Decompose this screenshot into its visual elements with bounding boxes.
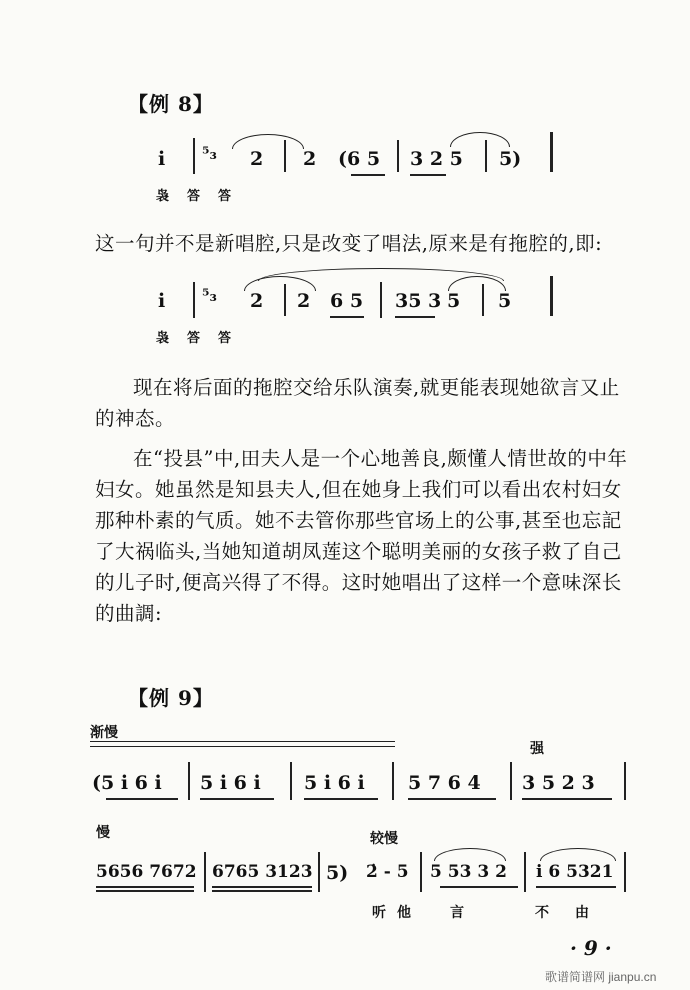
underline (395, 316, 435, 318)
lyric: 由 (575, 905, 589, 921)
note: 5) (499, 148, 522, 170)
paragraph: 现在将后面的拖腔交给乐队演奏,就更能表现她欲言又止的神态。 (95, 376, 620, 430)
barline (392, 762, 394, 800)
example-8-label: 【例 8】 (128, 92, 214, 116)
final-barline (550, 276, 553, 316)
note: 3 2 5 (410, 148, 463, 170)
barline (318, 852, 320, 892)
barline (482, 284, 484, 316)
diminuendo-line (90, 741, 395, 742)
slur (434, 848, 506, 861)
lyrics: 袅答答 (156, 331, 250, 346)
barline (193, 138, 195, 174)
barline (188, 762, 190, 800)
tempo-marking: 较慢 (370, 831, 398, 847)
barline (510, 762, 512, 800)
slur (450, 132, 510, 147)
barline (485, 140, 487, 172)
tempo-marking: 渐慢 (90, 725, 118, 741)
underline (96, 886, 194, 888)
page-number: · 9 · (570, 936, 612, 960)
note-group: i 6 5321 (536, 862, 614, 882)
watermark: 歌谱简谱网 jianpu.cn (545, 970, 657, 984)
barline (284, 284, 286, 316)
note: 2 (250, 148, 264, 170)
note-group: 3 5 2 3 (522, 772, 595, 794)
example-9-label: 【例 9】 (128, 686, 214, 710)
barline (290, 762, 292, 800)
barline (397, 140, 399, 172)
note: 35 3 (395, 290, 442, 312)
note-group: 2̇ - 5 (366, 862, 409, 882)
underline (200, 798, 274, 800)
diminuendo-line (90, 746, 395, 747)
note: 2 (303, 148, 317, 170)
underline (212, 886, 312, 888)
lyric: 听 (372, 905, 386, 921)
note: 2 (250, 290, 264, 312)
note-group: (5 i 6 i (92, 772, 162, 794)
barline (284, 140, 286, 172)
barline (624, 762, 626, 800)
note-group: 5656 7672 (96, 862, 197, 882)
note-group: 6765 3123 (212, 862, 313, 882)
note: i (158, 148, 166, 170)
note-group: 5) (326, 862, 349, 884)
note: ⁵₃ (202, 286, 217, 306)
note: 5 (447, 290, 461, 312)
underline (96, 890, 194, 892)
barline (380, 282, 382, 318)
note: (6 5 (338, 148, 381, 170)
underline (212, 890, 312, 892)
underline (351, 174, 385, 176)
barline (204, 852, 206, 892)
barline (193, 282, 195, 318)
note: 2 (297, 290, 311, 312)
lyric: 不 (535, 905, 549, 921)
note-group: 5 i 6 i (304, 772, 365, 794)
paragraph: 在“投县”中,田夫人是一个心地善良,颇懂人情世故的中年妇女。她虽然是知县夫人,但在她身上我们可以看出农村妇女那种朴素的气质。她不去管你那些官场上的公事,甚至也忘記了大祸临头,当她知道胡凤莲这个聪明美丽的女孩子救了自己的儿子时,便高兴得了不得。这时她唱出了这样一个意味深长的曲調: (95, 447, 628, 625)
underline (304, 798, 378, 800)
barline (420, 852, 422, 892)
note-group: 5 7 6 4 (408, 772, 481, 794)
note: 6 5 (330, 290, 364, 312)
final-barline (550, 132, 553, 172)
slur (232, 134, 304, 149)
underline (408, 798, 496, 800)
note: i (158, 290, 166, 312)
note: ⁵₃ (202, 144, 217, 164)
lyrics: 袅答答 (156, 189, 250, 204)
note: 5 (498, 290, 512, 312)
underline (440, 886, 518, 888)
tempo-marking: 慢 (96, 825, 110, 841)
underline (522, 798, 612, 800)
lyric: 他 (397, 905, 411, 921)
underline (106, 798, 178, 800)
slur (540, 848, 616, 861)
underline (410, 174, 446, 176)
barline (524, 852, 526, 892)
note-group: 5 i 6 i (200, 772, 261, 794)
tempo-marking: 强 (530, 741, 544, 757)
note-group: 5 53 3 2 (430, 862, 507, 882)
underline (536, 886, 616, 888)
underline (330, 316, 364, 318)
paragraph: 这一句并不是新唱腔,只是改变了唱法,原来是有拖腔的,即: (95, 232, 603, 255)
barline (624, 852, 626, 892)
lyric: 言 (450, 905, 464, 921)
